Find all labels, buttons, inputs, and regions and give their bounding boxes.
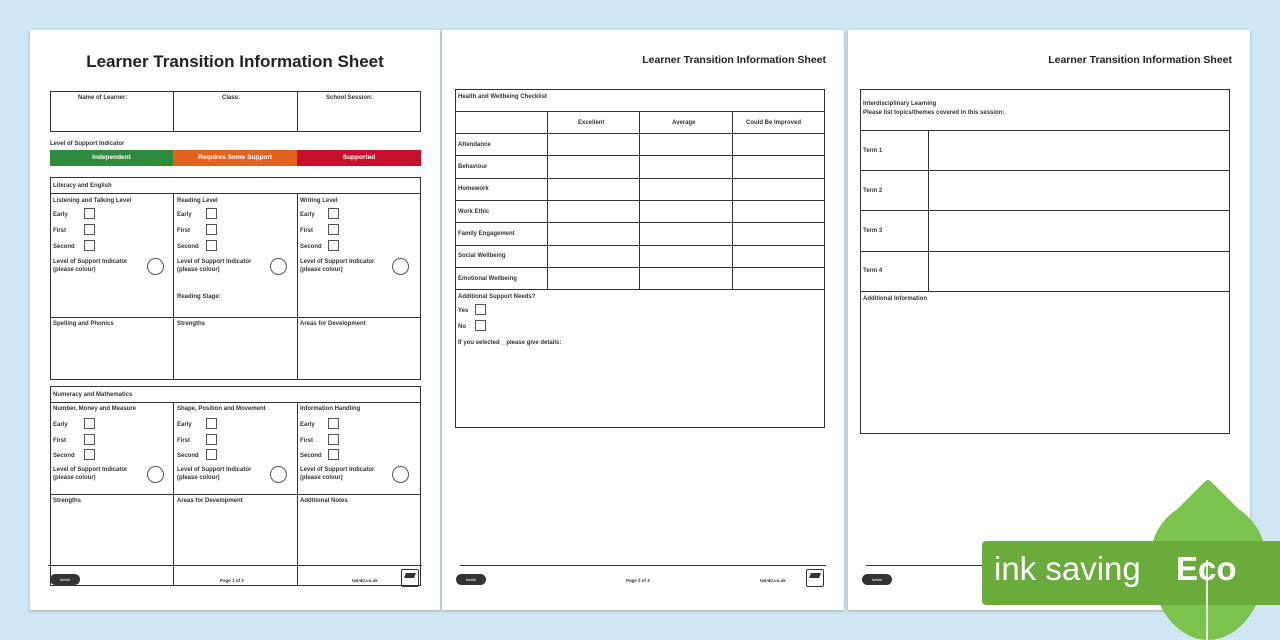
level-second: Second xyxy=(53,453,75,459)
checkbox-no[interactable] xyxy=(475,320,486,331)
class-label: Class: xyxy=(222,95,241,101)
footer-divider xyxy=(460,565,826,566)
support-circle[interactable] xyxy=(270,466,287,483)
checklist-heading: Health and Wellbeing Checklist xyxy=(458,94,547,100)
support-indicator-text: Level of Support Indicator xyxy=(177,467,252,473)
interdisciplinary-label: Interdisciplinary Learning xyxy=(863,101,937,107)
please-colour-text: (please colour) xyxy=(300,475,343,481)
checkbox-first[interactable] xyxy=(206,434,217,445)
column-could-be-improved: Could Be Improved xyxy=(746,120,802,126)
level-first: First xyxy=(177,438,191,444)
footer-divider xyxy=(48,565,422,566)
graduation-hat-icon xyxy=(806,569,824,587)
ink-saving-text: ink saving xyxy=(994,550,1141,587)
page-title: Learner Transition Information Sheet xyxy=(86,52,384,71)
level-early: Early xyxy=(53,212,68,218)
level-second: Second xyxy=(300,453,322,459)
twinkl-logo: twinkl xyxy=(862,574,892,585)
row-social-wellbeing: Social Wellbeing xyxy=(458,253,506,259)
level-early: Early xyxy=(177,422,192,428)
checkbox-early[interactable] xyxy=(328,418,339,429)
additional-support-label: Additional Support Needs? xyxy=(458,294,536,300)
level-first: First xyxy=(177,228,191,234)
literacy-section xyxy=(50,177,421,380)
checkbox-yes[interactable] xyxy=(475,304,486,315)
worksheet-page-1 xyxy=(30,30,440,610)
support-circle[interactable] xyxy=(392,466,409,483)
support-circle[interactable] xyxy=(147,258,164,275)
writing-level: Writing Level xyxy=(300,198,338,204)
reading-level: Reading Level xyxy=(177,198,218,204)
page-title: Learner Transition Information Sheet xyxy=(642,54,826,66)
literacy-heading: Literacy and English xyxy=(53,183,112,189)
areas-development-label: Areas for Development xyxy=(177,498,243,504)
level-early: Early xyxy=(53,422,68,428)
checkbox-early[interactable] xyxy=(206,208,217,219)
areas-development-label: Areas for Development xyxy=(300,321,366,327)
term-2: Term 2 xyxy=(863,188,883,194)
support-circle[interactable] xyxy=(270,258,287,275)
shape-position-movement: Shape, Position and Movement xyxy=(177,406,266,412)
support-band-supported: Supported xyxy=(297,150,421,166)
support-band-independent: Independent xyxy=(50,150,173,166)
term-4: Term 4 xyxy=(863,268,883,274)
name-of-learner-label: Name of Learner: xyxy=(78,95,128,101)
spelling-phonics-label: Spelling and Phonics xyxy=(53,321,114,327)
checkbox-second[interactable] xyxy=(84,449,95,460)
please-colour-text: (please colour) xyxy=(177,475,220,481)
page-title: Learner Transition Information Sheet xyxy=(1048,54,1232,66)
additional-information-label: Additional Information xyxy=(863,296,927,302)
checkbox-early[interactable] xyxy=(206,418,217,429)
support-band-some-support: Requires Some Support xyxy=(173,150,297,166)
checkbox-second[interactable] xyxy=(328,449,339,460)
level-early: Early xyxy=(300,212,315,218)
please-colour-text: (please colour) xyxy=(53,267,96,273)
level-first: First xyxy=(53,438,67,444)
graduation-hat-icon xyxy=(401,569,419,587)
please-colour-text: (please colour) xyxy=(53,475,96,481)
checkbox-early[interactable] xyxy=(84,208,95,219)
checkbox-first[interactable] xyxy=(84,434,95,445)
please-colour-text: (please colour) xyxy=(300,267,343,273)
numeracy-section xyxy=(50,386,421,586)
level-first: First xyxy=(53,228,67,234)
row-work-ethic: Work Ethic xyxy=(458,209,490,215)
additional-notes-label: Additional Notes xyxy=(300,498,348,504)
twinkl-logo: twinkl xyxy=(456,574,486,585)
reading-stage-label: Reading Stage: xyxy=(177,294,221,300)
checkbox-first[interactable] xyxy=(84,224,95,235)
row-emotional-wellbeing: Emotional Wellbeing xyxy=(458,276,517,282)
please-colour-text: (please colour) xyxy=(177,267,220,273)
level-second: Second xyxy=(177,244,199,250)
site-url: twinkl.co.uk xyxy=(760,578,786,583)
worksheet-page-2 xyxy=(442,30,844,610)
row-behaviour: Behaviour xyxy=(458,164,488,170)
checkbox-early[interactable] xyxy=(84,418,95,429)
checkbox-second[interactable] xyxy=(206,449,217,460)
number-money-measure: Number, Money and Measure xyxy=(53,406,137,412)
support-indicator-text: Level of Support Indicator xyxy=(53,467,128,473)
checkbox-early[interactable] xyxy=(328,208,339,219)
level-second: Second xyxy=(300,244,322,250)
page-number: Page 2 of 3 xyxy=(626,578,650,583)
support-circle[interactable] xyxy=(392,258,409,275)
support-indicator-text: Level of Support Indicator xyxy=(300,467,375,473)
checkbox-second[interactable] xyxy=(328,240,339,251)
column-average: Average xyxy=(672,120,696,126)
column-excellent: Excellent xyxy=(578,120,605,126)
wellbeing-section xyxy=(455,89,825,428)
level-second: Second xyxy=(177,453,199,459)
support-indicator-text: Level of Support Indicator xyxy=(177,259,252,265)
checkbox-first[interactable] xyxy=(206,224,217,235)
support-indicator-text: Level of Support Indicator xyxy=(53,259,128,265)
information-handling: Information Handling xyxy=(300,406,361,412)
eco-label: Eco xyxy=(1176,550,1237,587)
level-early: Early xyxy=(300,422,315,428)
support-circle[interactable] xyxy=(147,466,164,483)
level-first: First xyxy=(300,438,314,444)
level-first: First xyxy=(300,228,314,234)
support-indicator-label: Level of Support Indicator xyxy=(50,141,125,147)
level-second: Second xyxy=(53,244,75,250)
checkbox-first[interactable] xyxy=(328,224,339,235)
term-1: Term 1 xyxy=(863,148,883,154)
details-label: If you selected _ please give details: xyxy=(458,340,562,346)
term-3: Term 3 xyxy=(863,228,883,234)
twinkl-logo: twinkl xyxy=(50,574,80,585)
interdisciplinary-section xyxy=(860,89,1230,434)
level-early: Early xyxy=(177,212,192,218)
page-number: Page 1 of 3 xyxy=(220,578,244,583)
strengths-label: Strengths xyxy=(177,321,206,327)
checkbox-first[interactable] xyxy=(328,434,339,445)
support-indicator-text: Level of Support Indicator xyxy=(300,259,375,265)
yes-label: Yes xyxy=(458,308,469,314)
row-family-engagement: Family Engagement xyxy=(458,231,515,237)
listening-talking-level: Listening and Talking Level xyxy=(53,198,132,204)
numeracy-heading: Numeracy and Mathematics xyxy=(53,392,133,398)
school-session-label: School Session: xyxy=(326,95,373,101)
strengths-label: Strengths xyxy=(53,498,82,504)
no-label: No xyxy=(458,324,466,330)
topics-instruction: Please list topics/themes covered in this session: xyxy=(863,110,1005,116)
checkbox-second[interactable] xyxy=(206,240,217,251)
site-url: twinkl.co.uk xyxy=(352,578,378,583)
row-attendance: Attendance xyxy=(458,142,491,148)
checkbox-second[interactable] xyxy=(84,240,95,251)
row-homework: Homework xyxy=(458,186,489,192)
